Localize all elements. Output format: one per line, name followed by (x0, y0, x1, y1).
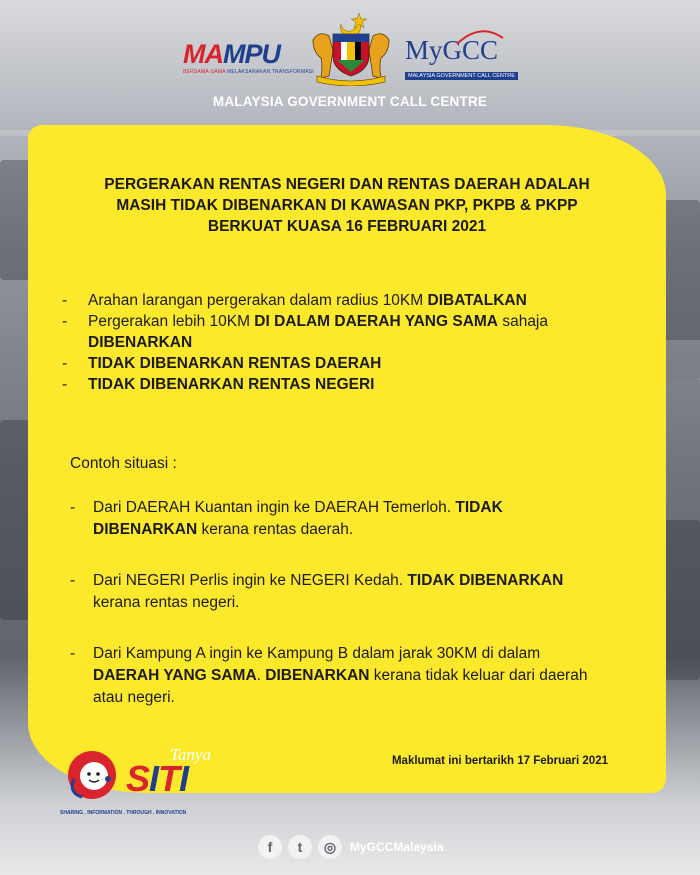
social-handle[interactable]: MyGCCMalaysia (350, 840, 444, 854)
example-bold: DIBENARKAN (265, 667, 370, 684)
facebook-icon[interactable]: f (258, 835, 282, 859)
siti-avatar-icon (66, 749, 118, 801)
examples-list (70, 497, 610, 738)
instagram-icon[interactable]: ◎ (318, 835, 342, 859)
siti-letter: I (179, 758, 189, 799)
rule-item (62, 353, 642, 374)
bullet-dash: - (70, 499, 76, 516)
rule-text: Arahan larangan pergerakan dalam radius 10KM (88, 292, 428, 309)
twitter-icon[interactable]: t (288, 835, 312, 859)
mampu-tagline-blue: MELAKSANAKAN TRANSFORMASI (227, 69, 314, 75)
example-text: Dari DAERAH Kuantan ingin ke DAERAH Temerloh. (93, 499, 456, 516)
rule-text: Pergerakan lebih 10KM (88, 313, 255, 330)
mampu-word-blue: MPU (223, 39, 280, 69)
example-bold: TIDAK DIBENARKAN (407, 572, 564, 589)
bullet-dash: - (62, 292, 68, 309)
rule-bold: DIBENARKAN (88, 334, 193, 351)
example-item (70, 570, 610, 614)
mygcc-logo (405, 36, 515, 80)
bullet-dash: - (70, 572, 76, 589)
example-item (70, 497, 610, 541)
example-item (70, 643, 610, 709)
bullet-dash: - (70, 645, 76, 662)
rule-text: sahaja (498, 313, 548, 330)
rule-item (62, 374, 642, 395)
mygcc-tagline: MALAYSIA GOVERNMENT CALL CENTRE (405, 72, 518, 80)
heading-line: BERKUAT KUASA 16 FEBRUARI 2021 (207, 218, 487, 235)
tanya-word: Tanya (170, 745, 211, 764)
siti-word (126, 758, 189, 799)
mampu-logo (183, 39, 314, 84)
mampu-tagline-red: BERSAMA-SAMA (183, 69, 226, 75)
tanya-siti-logo (58, 745, 211, 825)
example-text: kerana rentas negeri. (93, 594, 240, 611)
date-note: Maklumat ini bertarikh 17 Februari 2021 (391, 755, 608, 767)
example-text: . (256, 667, 266, 684)
examples-title: Contoh situasi : (70, 455, 177, 472)
example-text: kerana rentas daerah. (197, 521, 354, 538)
example-bold: TIDAK DIBENARKAN (93, 499, 503, 538)
bullet-dash: - (62, 355, 68, 372)
notice-heading (48, 174, 646, 237)
siti-letter: I (149, 758, 159, 799)
bullet-dash: - (62, 313, 68, 330)
mampu-word-red: MA (183, 39, 223, 69)
siti-letter: S (126, 758, 150, 799)
header-title: MALAYSIA GOVERNMENT CALL CENTRE (212, 94, 488, 109)
siti-letter: T (158, 758, 180, 799)
example-text: Dari NEGERI Perlis ingin ke NEGERI Kedah. (93, 572, 408, 589)
header (0, 0, 700, 125)
example-text: kerana tidak keluar dari daerah atau negeri. (93, 667, 588, 706)
bullet-dash: - (62, 376, 68, 393)
siti-tagline: SHARING . INFORMATION . THROUGH . INNOVATION (60, 810, 187, 816)
example-bold: DAERAH YANG SAMA (93, 667, 257, 684)
mygcc-word: MyGCC (405, 35, 499, 65)
example-text: Dari Kampung A ingin ke Kampung B dalam jarak 30KM di dalam (93, 645, 541, 662)
rules-list (62, 290, 642, 395)
notice-card (28, 125, 666, 793)
rule-bold: TIDAK DIBENARKAN RENTAS NEGERI (88, 376, 375, 393)
social-bar (258, 832, 443, 862)
rule-bold: DI DALAM DAERAH YANG SAMA (254, 313, 499, 330)
rule-item (62, 311, 642, 353)
heading-line: PERGERAKAN RENTAS NEGERI DAN RENTAS DAERAH ADALAH (104, 176, 590, 193)
swoosh-icon (455, 28, 505, 48)
heading-line: MASIH TIDAK DIBENARKAN DI KAWASAN PKP, PKPB & PKPP (116, 197, 578, 214)
coat-of-arms-icon (307, 10, 395, 86)
rule-bold: DIBATALKAN (427, 292, 527, 309)
rule-item (62, 290, 642, 311)
rule-bold: TIDAK DIBENARKAN RENTAS DAERAH (88, 355, 382, 372)
